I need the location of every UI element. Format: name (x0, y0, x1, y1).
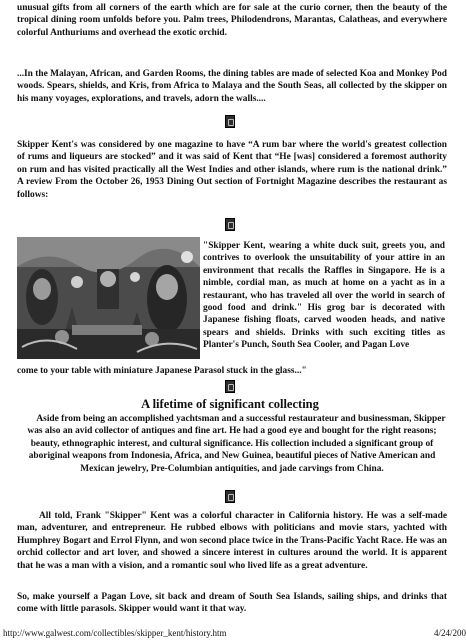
footer-url: http://www.galwest.com/collectibles/skipper_kent/history.htm (3, 628, 227, 638)
quote-review-end: come to your table with miniature Japanese Parasol stuck in the glass..." (17, 366, 307, 376)
ornament-icon (225, 380, 235, 393)
paragraph-all-told: All told, Frank "Skipper" Kent was a colorful character in California history. He was a self-made man, adventurer, and entrepreneur. He rubbed elbows with politicians and movie stars, yachted with Humphrey Bogart and Errol Flynn, and won second place twice in the Trans-Pacific Yacht Race. He was an orchid collector and art lover, and showed a sincere interest in cultures around the world. It is apparent that he was a man with a vision, and a romantic soul who lived life as a great adventure. (17, 511, 447, 571)
ornament-icon (225, 218, 235, 231)
section-heading: A lifetime of significant collecting (141, 397, 319, 411)
paragraph-collecting: Aside from being an accomplished yachtsman and a successful restaurateur and businessman, Skipper was also an avid collector of antiques and fine art. He had a good eye and bought for the right reasons; beauty, ethnographic interest, and cultural significance. His collection included a significant group of aboriginal weapons from Indonesia, Africa, and New Guinea, beautiful pieces of Native American and Mexican jewelry, Pre-Columbian antiquities, and jade carvings from China. (27, 414, 446, 474)
paragraph-curio: unusual gifts from all corners of the earth which are for sale at the curio corner, then the beauty of the tropical dining room unfolds before you. Palm trees, Philodendrons, Marantas, Calatheas, and everywhere colorful Anthuriums and overhead the exotic orchid. (17, 3, 447, 38)
restaurant-interior-photo (17, 237, 200, 359)
restaurant-interior-image (17, 237, 200, 359)
paragraph-rum-bar: Skipper Kent's was considered by one magazine to have “A rum bar where the world's greatest collection of rums and liqueurs are stocked” and it was said of Kent that “He [was] considered a foremost authority on rum and has visited practically all the West Indies and other islands, where rum is the national drink.” A review From the October 26, 1953 Dining Out section of Fortnight Magazine describes the restaurant as follows: (17, 140, 447, 200)
quote-review: "Skipper Kent, wearing a white duck suit, greets you, and contrives to overlook the unsuitability of your attire in an environment that recalls the Raffles in Singapore. He is a nimble, cordial man, as much at home on a yacht as in a restaurant, who has traveled all over the world in search of good food and drink." His grog bar is decorated with Japanese fishing floats, carved wooden heads, and native spears and shields. Drinks with such exciting titles as Planter's Punch, South Sea Cooler, and Pagan Love (203, 241, 445, 351)
paragraph-dining-rooms: ...In the Malayan, African, and Garden Rooms, the dining tables are made of selected Koa and Monkey Pod woods. Spears, shields, and Kris, from Africa to Malaya and the South Seas, all collected by the skipper on his many voyages, explorations, and travels, adorn the walls.... (17, 69, 447, 104)
paragraph-pagan-love: So, make yourself a Pagan Love, sit back and dream of South Sea Islands, sailing ships, and drinks that come with little parasols. Skipper would want it that way. (17, 592, 447, 615)
footer-date: 4/24/200 (433, 628, 466, 638)
ornament-icon (225, 115, 235, 128)
ornament-icon (225, 490, 235, 503)
